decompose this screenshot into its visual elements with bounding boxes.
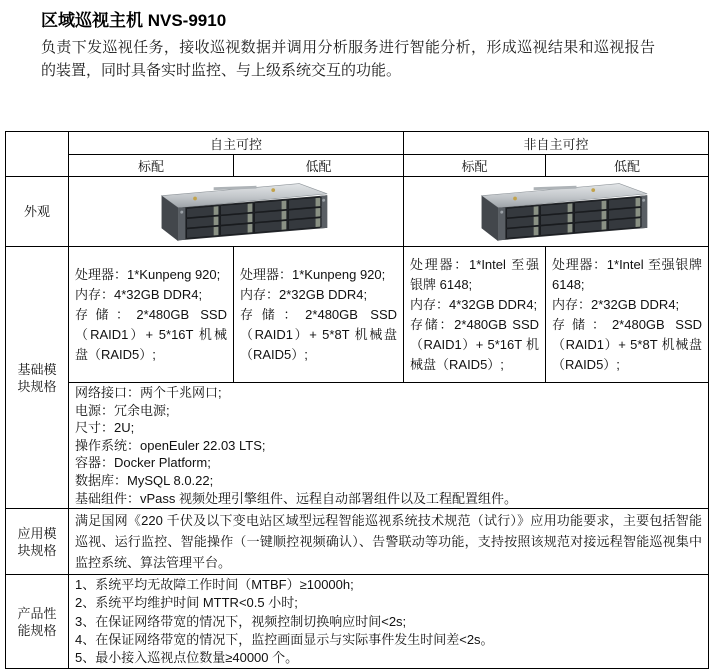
spec-line: 处理器：1*Intel 至强银牌 6148;	[552, 256, 703, 292]
corner-cell	[6, 132, 69, 177]
subcol-domestic-standard: 标配	[69, 155, 234, 177]
spec-line: 存储：2*480GB SSD（RAID1）+ 5*8T 机械盘（RAID5）;	[552, 316, 703, 372]
subcol-nondomestic-low: 低配	[546, 155, 709, 177]
table-row	[6, 383, 709, 509]
app-module-cell: 满足国网《220 千伏及以下变电站区域型远程智能巡视系统技术规范（试行）》应用功能要求，主要包括智能巡视、运行监控、智能操作（一键顺控视频确认）、告警联动等功能，支持按照该规范对接远程智能巡视集中监控系统、算法管理平台。	[69, 509, 709, 575]
row-label-app-module: 应用模块规格	[6, 509, 69, 575]
spec-line: 内存：2*32GB DDR4;	[552, 296, 680, 312]
performance-item: 2、系统平均维护时间 MTTR<0.5 小时;	[75, 595, 298, 611]
common-spec-line: 尺寸：2U;	[75, 420, 135, 436]
appearance-cell-domestic	[69, 177, 404, 247]
spec-line: 存储：2*480GB SSD（RAID1）+ 5*8T 机械盘（RAID5）;	[240, 306, 398, 362]
common-spec-line: 基础组件：vPass 视频处理引擎组件、远程自动部署组件以及工程配置组件。	[75, 490, 518, 506]
spec-line: 内存：4*32GB DDR4;	[410, 296, 538, 312]
row-label-base-module: 基础模块规格	[6, 247, 69, 509]
common-spec-line: 网络接口：两个千兆网口;	[75, 385, 222, 400]
spec-cell-nondomestic-low	[546, 247, 709, 383]
performance-item: 5、最小接入巡视点位数量≥40000 个。	[75, 649, 299, 665]
spec-line: 处理器：1*Kunpeng 920;	[240, 266, 386, 282]
table-row	[6, 177, 709, 247]
column-group-domestic: 自主可控	[69, 132, 404, 155]
page-title: 区域巡视主机 NVS-9910	[41, 11, 227, 30]
spec-line: 处理器：1*Kunpeng 920;	[75, 266, 221, 282]
column-group-nondomestic: 非自主可控	[404, 132, 709, 155]
subcol-domestic-low: 低配	[234, 155, 404, 177]
spec-line: 内存：2*32GB DDR4;	[240, 286, 368, 302]
spec-line: 内存：4*32GB DDR4;	[75, 286, 203, 302]
common-spec-line: 操作系统：openEuler 22.03 LTS;	[75, 437, 266, 453]
common-spec-line: 电源：冗余电源;	[75, 402, 170, 418]
performance-item: 4、在保证网络带宽的情况下，监控画面显示与实际事件发生时间差<2s。	[75, 631, 494, 647]
page-description: 负责下发巡视任务，接收巡视数据并调用分析服务进行智能分析，形成巡视结果和巡视报告的装置，同时具备实时监控、与上级系统交互的功能。	[41, 39, 655, 79]
rack-server-image	[133, 178, 339, 245]
spec-line: 存储：2*480GB SSD（RAID1）+ 5*16T 机械盘（RAID5）;	[75, 306, 227, 362]
rack-server-image	[453, 178, 659, 245]
row-label-appearance: 外观	[6, 177, 69, 247]
common-spec-line: 容器：Docker Platform;	[75, 455, 211, 471]
spec-cell-nondomestic-standard	[404, 247, 546, 383]
table-row	[6, 155, 709, 177]
row-label-performance: 产品性能规格	[6, 575, 69, 669]
appearance-cell-nondomestic	[404, 177, 709, 247]
common-specs-cell	[69, 383, 709, 509]
spec-cell-domestic-standard	[69, 247, 234, 383]
performance-item: 3、在保证网络带宽的情况下，视频控制切换响应时间<2s;	[75, 613, 407, 629]
spec-cell-domestic-low	[234, 247, 404, 383]
spec-table	[5, 131, 709, 669]
performance-item: 1、系统平均无故障工作时间（MTBF）≥10000h;	[75, 577, 354, 593]
table-row	[6, 247, 709, 383]
table-row	[6, 509, 709, 575]
spec-line: 处理器：1*Intel 至强银牌 6148;	[410, 256, 540, 292]
table-row	[6, 132, 709, 155]
table-row	[6, 575, 709, 669]
subcol-nondomestic-standard: 标配	[404, 155, 546, 177]
performance-cell	[69, 575, 709, 669]
common-spec-line: 数据库：MySQL 8.0.22;	[75, 472, 214, 488]
spec-line: 存储：2*480GB SSD（RAID1）+ 5*16T 机械盘（RAID5）;	[410, 316, 540, 372]
